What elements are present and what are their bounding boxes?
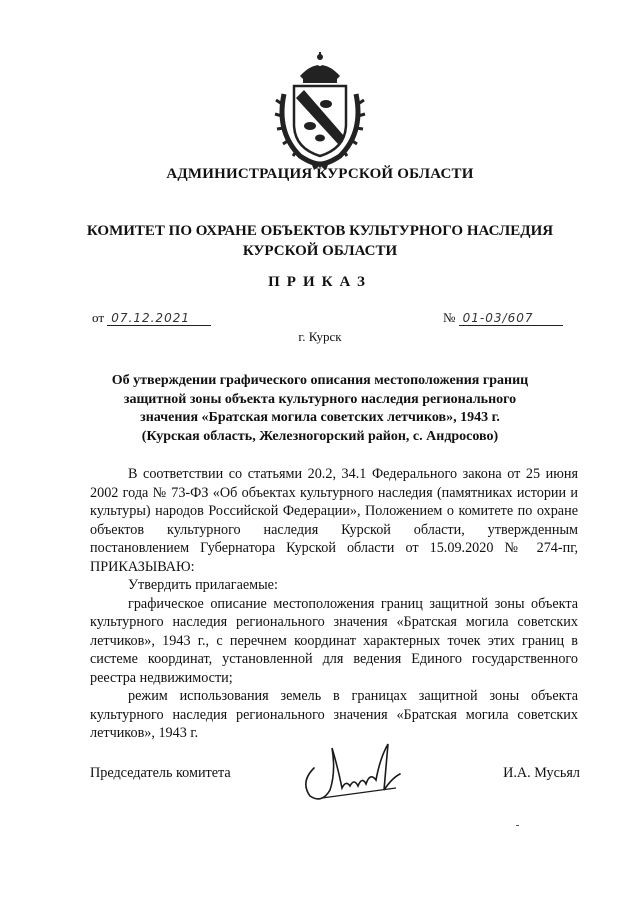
subject-line1: Об утверждении графического описания местоположения границ [111, 373, 529, 388]
order-date [92, 310, 211, 326]
approve-paragraph: Утвердить прилагаемые: [128, 577, 278, 593]
signature-icon [292, 738, 410, 810]
subject-line4: (Курская область, Железногорский район, с. Андросово) [141, 428, 499, 444]
signer-name: И.А. Мусьял [503, 765, 580, 781]
city-label: г. Курск [298, 329, 342, 344]
number-prefix: № [443, 310, 456, 325]
committee-title-line1: КОМИТЕТ ПО ОХРАНЕ ОБЪЕКТОВ КУЛЬТУРНОГО НАСЛЕДИЯ [86, 223, 554, 239]
scan-artifact-mark [516, 825, 519, 826]
coat-of-arms-icon [270, 52, 370, 170]
preamble-paragraph: В соответствии со статьями 20.2, 34.1 Федерального закона от 25 июня 2002 года № 73-ФЗ «Об объектах культурного наследия (памятниках истории и культуры) народов Российской Федерации», Положением о комитете по охране объектов культурного наследия Курской области, утвержденным постановлением Губернатора Курской области от 15.09.2020 № 274-пг, ПРИКАЗЫВАЮ: [90, 466, 578, 575]
number-value: 01-03/607 [459, 311, 563, 326]
order-subject [80, 372, 560, 446]
committee-title-line2: КУРСКОЙ ОБЛАСТИ [242, 243, 398, 259]
item-land-use-regime: режим использования земель в границах защитной зоны объекта культурного наследия регионального значения «Братская могила советских летчиков», 1943 г. [90, 688, 578, 741]
organization-title: АДМИНИСТРАЦИЯ КУРСКОЙ ОБЛАСТИ [166, 166, 474, 182]
date-value: 07.12.2021 [107, 311, 211, 326]
date-prefix: от [92, 310, 105, 325]
subject-line3: значения «Братская могила советских летчиков», 1943 г. [140, 410, 500, 425]
item-graphic-description: графическое описание местоположения границ защитной зоны объекта культурного наследия регионального значения «Братская могила советских летчиков», 1943 г., с перечнем координат характерных точек этих границ в системе координат, установленной для ведения Единого государственного реестра недвижимости; [90, 595, 578, 686]
order-number [443, 310, 563, 326]
committee-title [40, 221, 600, 261]
subject-line2: защитной зоны объекта культурного наследия регионального [123, 391, 517, 407]
order-body [90, 465, 578, 743]
document-type-title: ПРИКАЗ [268, 274, 372, 290]
signer-position: Председатель комитета [90, 765, 231, 781]
